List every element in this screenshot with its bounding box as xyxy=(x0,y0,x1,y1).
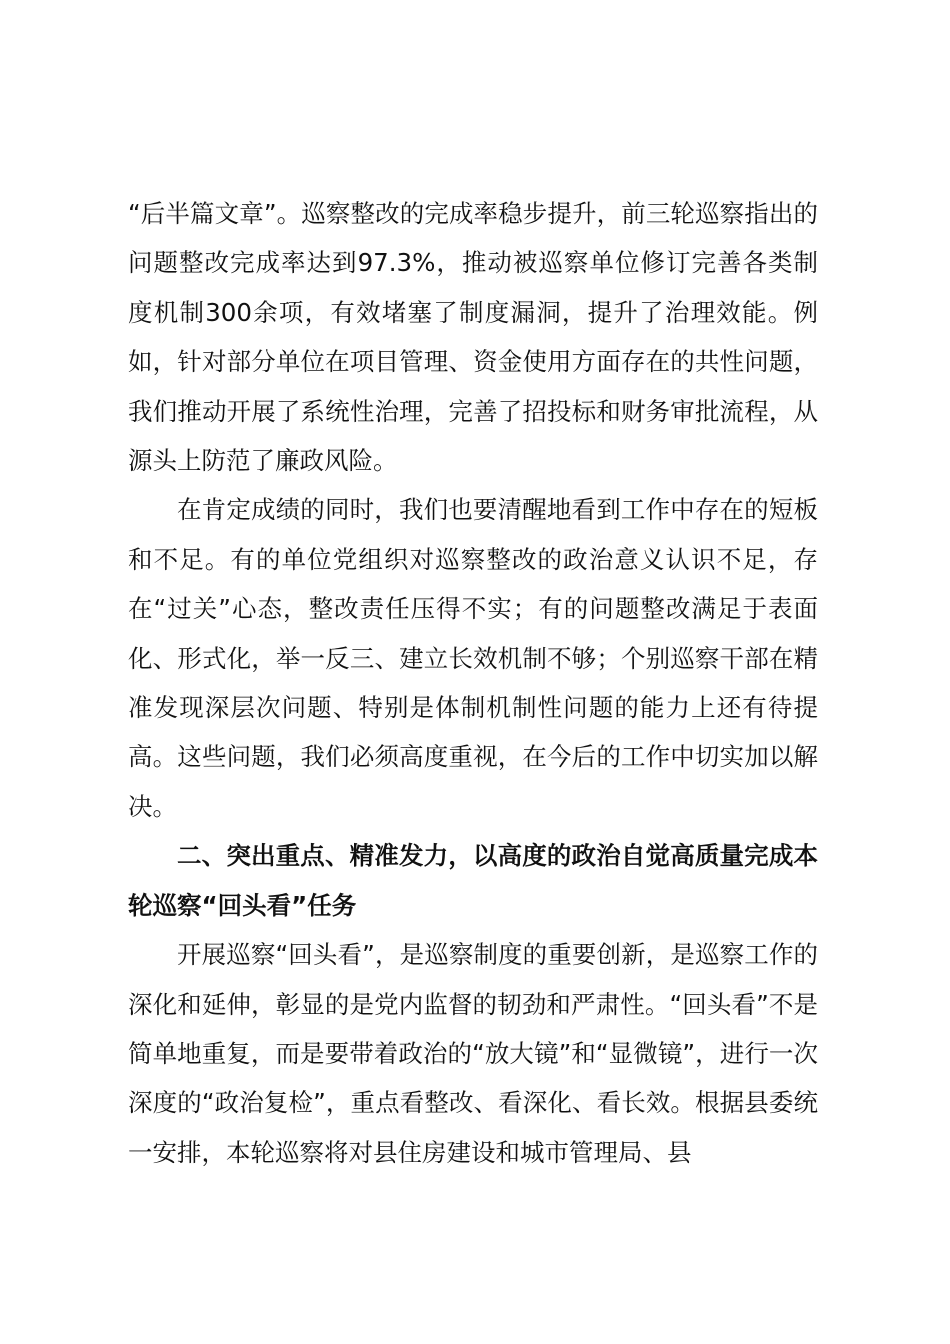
paragraph-continuation: “后半篇文章”。巡察整改的完成率稳步提升，前三轮巡察指出的问题整改完成率达到97.3%，推动被巡察单位修订完善各类制度机制300余项，有效堵塞了制度漏洞，提升了治理效能。例如，针对部分单位在项目管理、资金使用方面存在的共性问题，我们推动开展了系统性治理，完善了招投标和财务审批流程，从源头上防范了廉政风险。 xyxy=(128,199,818,476)
paragraph-shortcomings: 在肯定成绩的同时，我们也要清醒地看到工作中存在的短板和不足。有的单位党组织对巡察整改的政治意义认识不足，存在“过关”心态，整改责任压得不实；有的问题整改满足于表面化、形式化，举一反三、建立长效机制不够；个别巡察干部在精准发现深层次问题、特别是体制机制性问题的能力上还有待提高。这些问题，我们必须高度重视，在今后的工作中切实加以解决。 xyxy=(128,495,818,821)
paragraph-review-task: 开展巡察“回头看”，是巡察制度的重要创新，是巡察工作的深化和延伸，彰显的是党内监督的韧劲和严肃性。“回头看”不是简单地重复，而是要带着政治的“放大镜”和“显微镜”，进行一次深度的“政治复检”，重点看整改、看深化、看长效。根据县委统一安排，本轮巡察将对县住房建设和城市管理局、县 xyxy=(128,940,818,1167)
document-body xyxy=(128,189,818,1177)
section-heading: 二、突出重点、精准发力，以高度的政治自觉高质量完成本轮巡察“回头看”任务 xyxy=(128,841,818,920)
